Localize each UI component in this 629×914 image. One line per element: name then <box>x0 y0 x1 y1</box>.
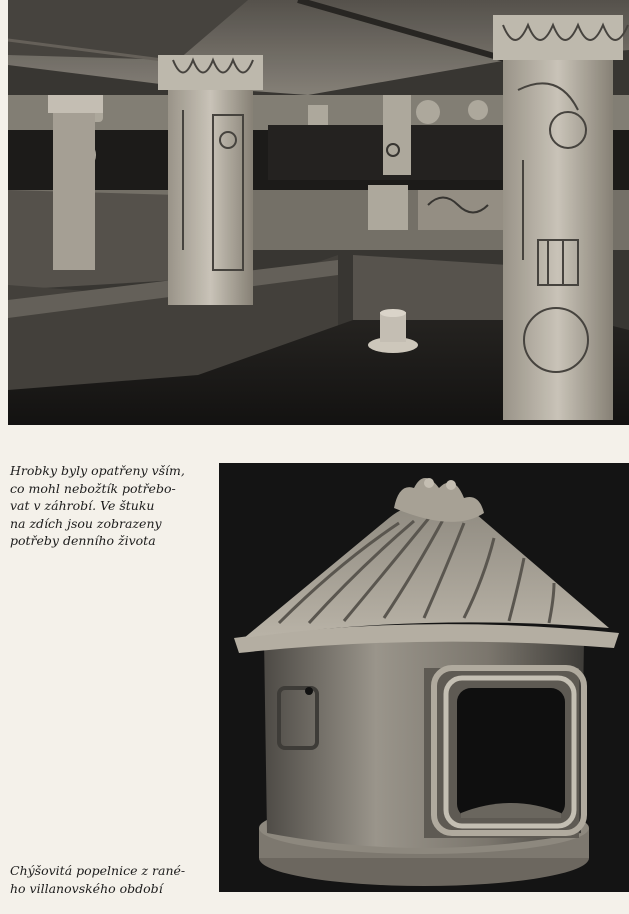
urn-photo-caption <box>10 862 200 897</box>
tomb-interior-photo <box>8 0 629 425</box>
caption-line: vat v záhrobí. Ve štuku <box>10 498 155 513</box>
hut-urn-photo <box>219 463 629 892</box>
caption-line: potřeby denního života <box>10 533 156 548</box>
caption-line: co mohl nebožtík potřebo- <box>10 480 176 496</box>
tomb-photo-caption <box>10 462 200 550</box>
caption-line: Hrobky byly opatřeny vším, <box>10 463 185 478</box>
caption-line: Chýšovitá popelnice z rané- <box>10 863 186 878</box>
caption-line: ho villanovského období <box>10 880 163 896</box>
caption-line: na zdích jsou zobrazeny <box>10 515 162 531</box>
